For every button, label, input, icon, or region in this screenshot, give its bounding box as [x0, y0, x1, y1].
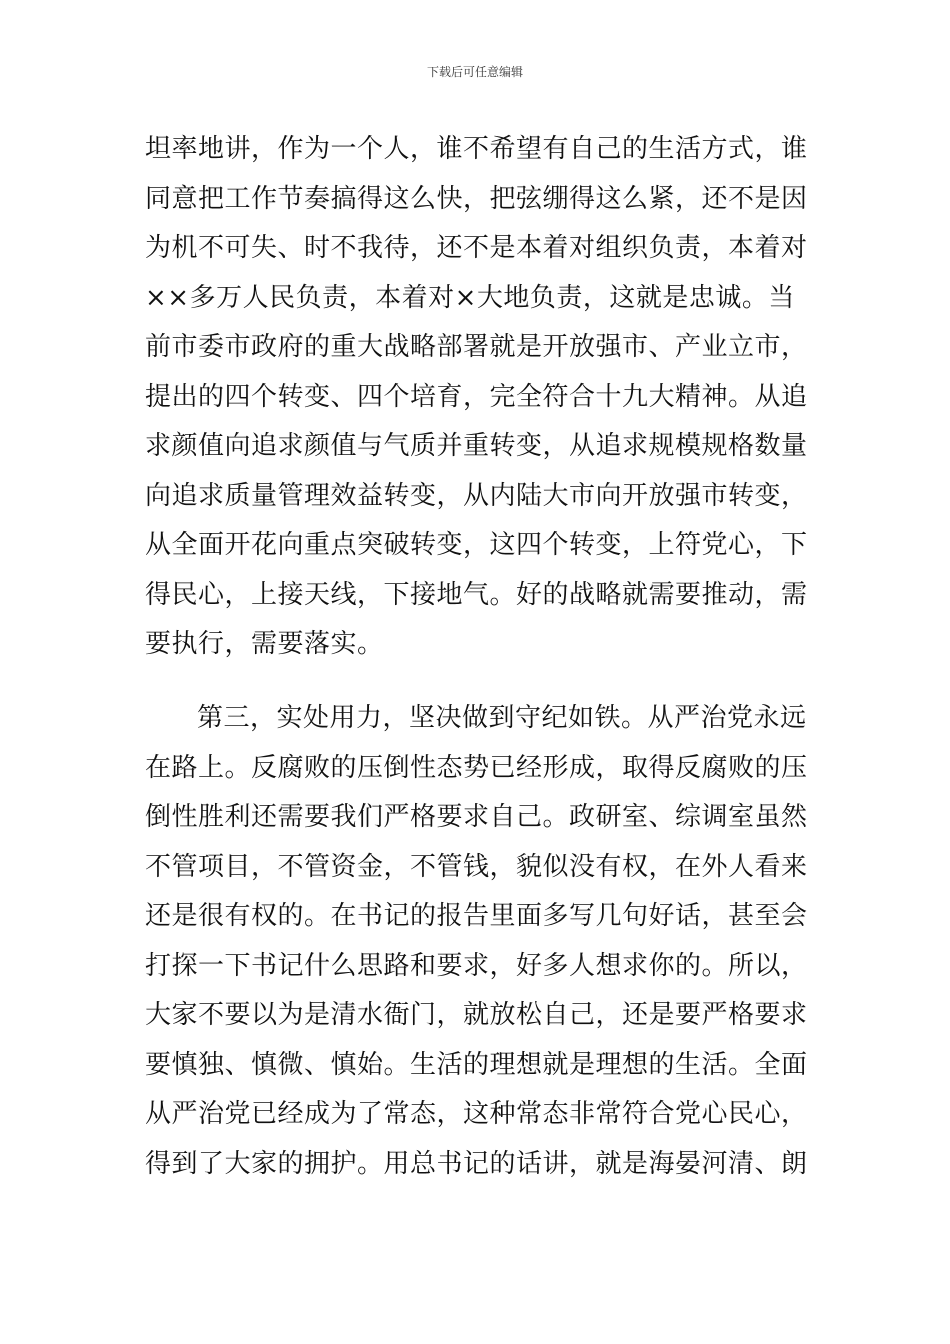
paragraph-line: 得到了大家的拥护。用总书记的话讲，就是海晏河清、朗 [145, 1148, 808, 1179]
paragraph-line: 还是很有权的。在书记的报告里面多写几句好话，甚至会 [145, 901, 808, 931]
paragraph-2 [145, 694, 810, 1189]
paragraph-line: 为机不可失、时不我待，还不是本着对组织负责，本着对 [145, 233, 808, 263]
paragraph-line: 在路上。反腐败的压倒性态势已经形成，取得反腐败的压 [145, 752, 808, 783]
paragraph-first-line: 第三，实处用力，坚决做到守纪如铁。从严治党永远 [197, 703, 807, 733]
paragraph-line: 向追求质量管理效益转变，从内陆大市向开放强市转变， [145, 480, 808, 511]
paragraph-line: 同意把工作节奏搞得这么快，把弦绷得这么紧，还不是因 [145, 183, 808, 214]
paragraph-1 [145, 125, 810, 670]
paragraph-line: 不管项目，不管资金，不管钱，貌似没有权，在外人看来 [145, 851, 808, 882]
paragraph-line: 得民心，上接天线，下接地气。好的战略就需要推动，需 [145, 579, 808, 610]
paragraph-line: 从全面开花向重点突破转变，这四个转变，上符党心，下 [145, 530, 808, 560]
paragraph-line: 倒性胜利还需要我们严格要求自己。政研室、综调室虽然 [145, 802, 808, 832]
paragraph-line: 前市委市政府的重大战略部署就是开放强市、产业立市， [145, 332, 808, 362]
paragraph-line: 打探一下书记什么思路和要求，好多人想求你的。所以， [145, 950, 808, 981]
paragraph-line: 坦率地讲，作为一个人，谁不希望有自己的生活方式，谁 [145, 134, 808, 164]
paragraph-line: 大家不要以为是清水衙门，就放松自己，还是要严格要求 [145, 1000, 808, 1030]
paragraph-line: 提出的四个转变、四个培育，完全符合十九大精神。从追 [145, 381, 808, 412]
page-header: 下载后可任意编辑 [426, 65, 523, 79]
paragraph-line: ××多万人民负责，本着对×大地负责，这就是忠诚。当 [145, 282, 795, 313]
paragraph-line: 从严治党已经成为了常态，这种常态非常符合党心民心， [145, 1099, 808, 1129]
paragraph-line: 要执行，需要落实。 [145, 629, 384, 659]
paragraph-line: 求颜值向追求颜值与气质并重转变，从追求规模规格数量 [145, 431, 808, 461]
paragraph-line: 要慎独、慎微、慎始。生活的理想就是理想的生活。全面 [145, 1049, 808, 1080]
